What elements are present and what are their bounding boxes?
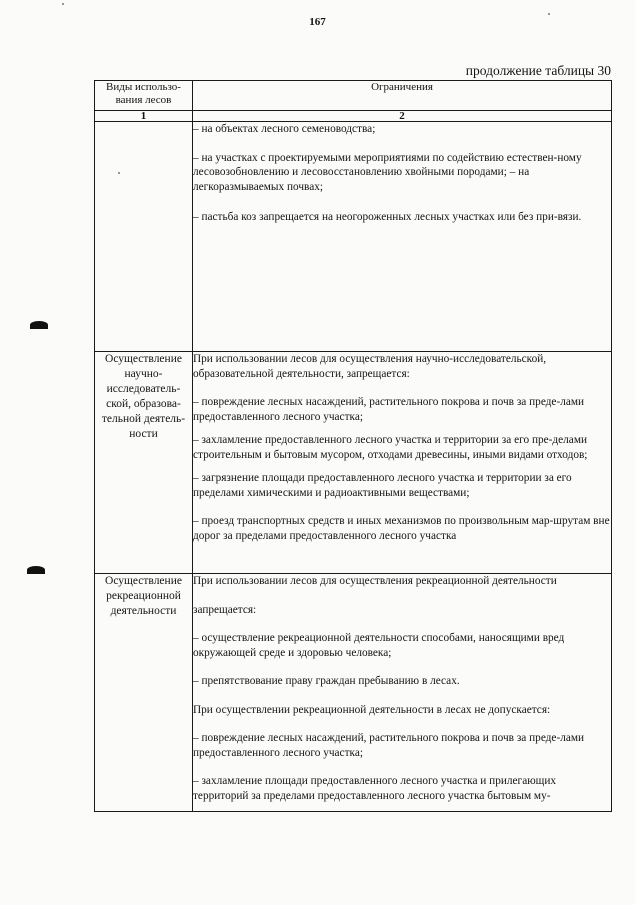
restriction-item: – загрязнение площади предоставленного лесного участка и территории за его пределами химическими и радиоактивными веществами; (193, 472, 572, 499)
restrictions-cell (193, 574, 612, 812)
restriction-item: – осуществление рекреационной деятельности способами, наносящими вред окружающей среде и здоровью человека; (193, 632, 565, 659)
restriction-item: – на участках с проектируемыми мероприятиями по содействию естествен-ному лесовозобновлению и лесовосстановлению хвойными породами; – на легкоразмываемых почвах; (193, 151, 582, 193)
table-continuation-label: продолжение таблицы 30 (465, 63, 611, 78)
binder-hole-mark (30, 321, 48, 329)
scan-speck (548, 13, 550, 15)
restriction-item: – пастьба коз запрещается на неогороженных лесных участках или без при-вязи. (193, 211, 582, 223)
header-column-number-2: 2 (193, 111, 612, 122)
restrictions-table (94, 80, 612, 812)
restriction-item: – проезд транспортных средств и иных механизмов по произвольным мар-шрутам вне дорог за пределами предоставленного лесного участка (193, 515, 610, 542)
restriction-item: При использовании лесов для осуществления рекреационной деятельности (193, 575, 557, 587)
forest-use-cell: Осуществление рекреационной деятельности (95, 574, 193, 812)
scan-speck (62, 3, 64, 5)
binder-hole-mark (27, 566, 45, 574)
restriction-item: – захламление предоставленного лесного участка и территории за его пре-делами строительным и бытовым мусором, отходами древесины, иными видами отходов; (193, 434, 588, 461)
restriction-item: запрещается: (193, 603, 257, 616)
header-restrictions: Ограничения (193, 81, 612, 111)
forest-use-cell: Осуществление научно-исследователь-ской, образова-тельной деятель-ности (95, 352, 193, 574)
header-column-number-1: 1 (95, 111, 193, 122)
forest-use-cell (95, 122, 193, 352)
table-row (95, 352, 612, 574)
restriction-item: При осуществлении рекреационной деятельности в лесах не допускается: (193, 703, 551, 716)
restriction-item: – повреждение лесных насаждений, растительного покрова и почв за преде-лами предоставленного лесного участка; (193, 396, 585, 423)
restrictions-cell (193, 122, 612, 352)
restriction-item: – захламление площади предоставленного лесного участка и прилегающих территорий за пределами предоставленного лесного участка бытовым му- (193, 775, 557, 802)
restriction-item: – повреждение лесных насаждений, растительного покрова и почв за преде-лами предоставленного лесного участка; (193, 732, 585, 759)
page-number: 167 (309, 16, 326, 28)
table-row (95, 122, 612, 352)
table-row (95, 574, 612, 812)
restriction-item: При использовании лесов для осуществления научно-исследовательской, образовательной деятельности, запрещается: (193, 353, 547, 380)
header-forest-use: Виды использо-вания лесов (95, 81, 193, 111)
restrictions-cell (193, 352, 612, 574)
restriction-item: – препятствование праву граждан пребыванию в лесах. (193, 675, 460, 687)
restriction-item: – на объектах лесного семеноводства; (193, 123, 376, 135)
